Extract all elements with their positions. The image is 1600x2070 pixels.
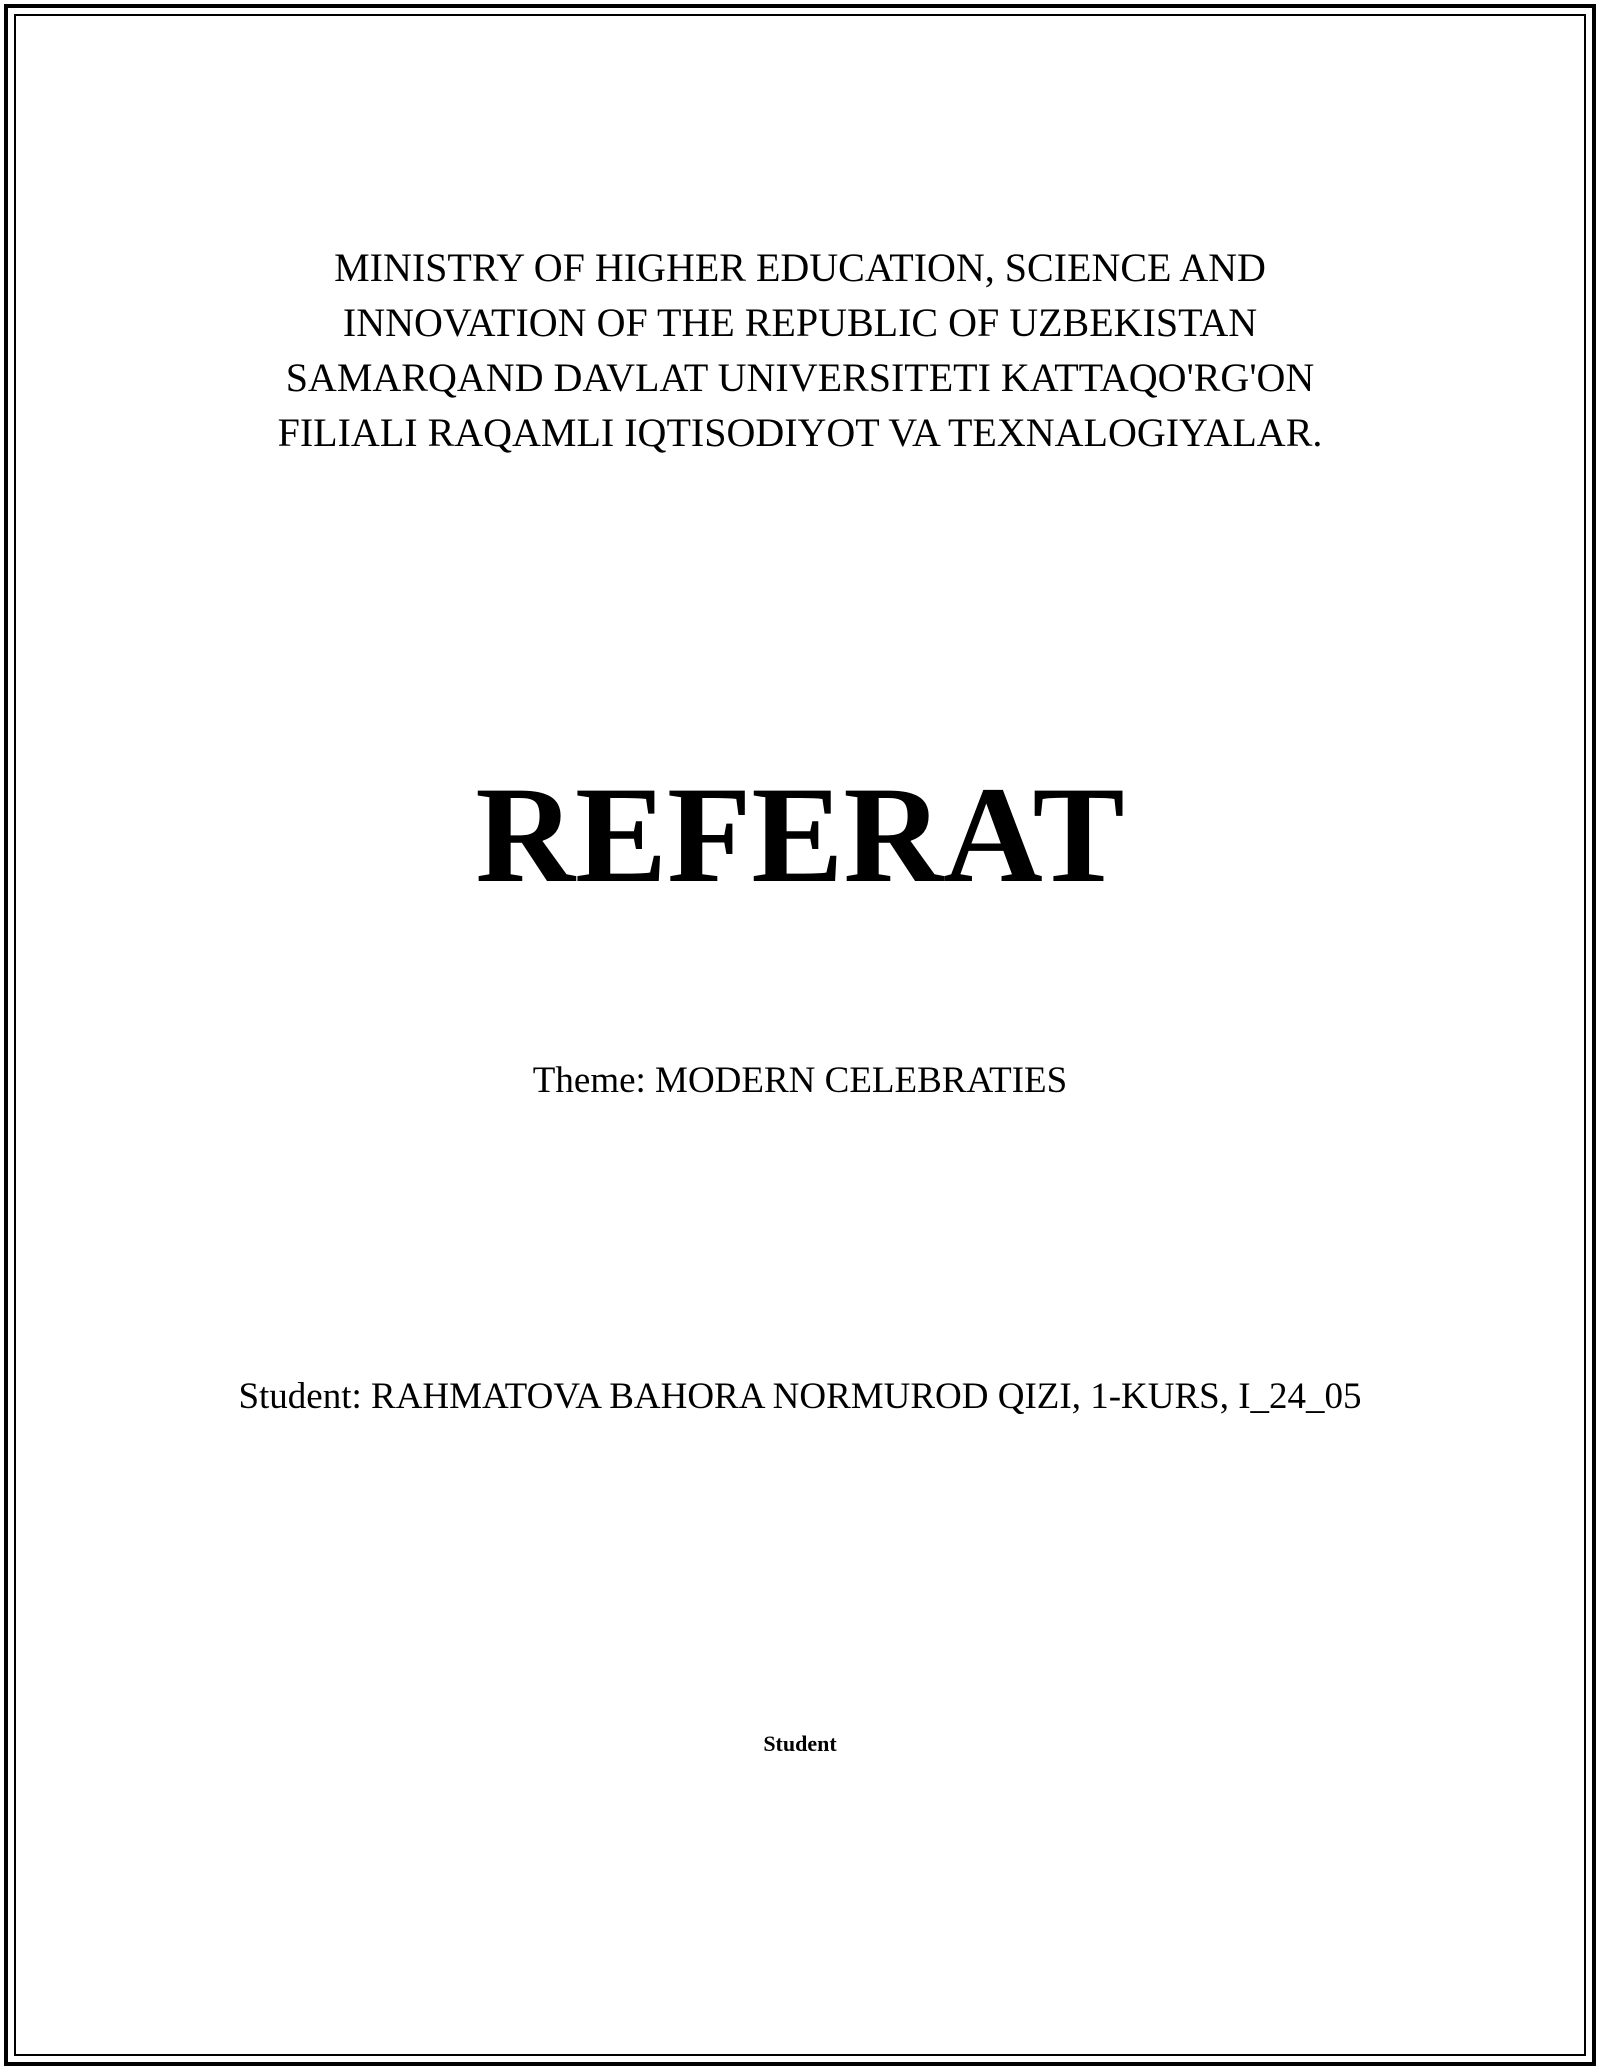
student-info: Student: RAHMATOVA BAHORA NORMUROD QIZI, 1-KURS, I_24_05 xyxy=(238,1376,1362,1417)
document-title: REFERAT xyxy=(475,758,1125,911)
student-signature-label: Student xyxy=(763,1731,837,1756)
ministry-line-2: INNOVATION OF THE REPUBLIC OF UZBEKISTAN xyxy=(342,300,1258,345)
university-line-1: SAMARQAND DAVLAT UNIVERSITETI KATTAQO'RG'ON xyxy=(285,355,1315,400)
university-line-2: FILIALI RAQAMLI IQTISODIYOT VA TEXNALOGIYALAR. xyxy=(277,410,1323,455)
theme-line: Theme: MODERN CELEBRATIES xyxy=(532,1060,1068,1101)
ministry-line-1: MINISTRY OF HIGHER EDUCATION, SCIENCE AND xyxy=(334,245,1266,290)
